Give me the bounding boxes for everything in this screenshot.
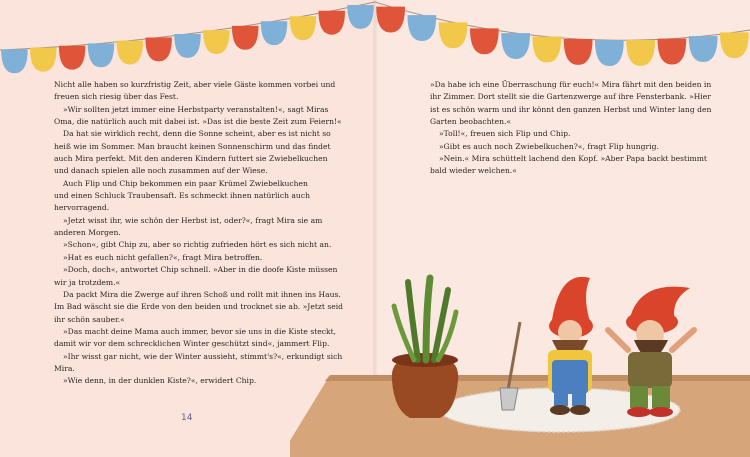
text-line: »Nein.« Mira schüttelt lachend den Kopf. »Aber Papa backt bestimmt: [439, 154, 707, 164]
bunting-flag: [117, 41, 144, 65]
bunting-flag: [174, 34, 201, 58]
text-line: wir ja trotzdem.«: [54, 277, 121, 287]
bunting-flag: [470, 28, 499, 54]
bunting-flag: [232, 26, 259, 50]
text-line: Da hat sie wirklich recht, denn die Sonne scheint, aber es ist nicht so: [63, 129, 331, 139]
text-line: »Doch, doch«, antwortet Chip schnell. »Aber in die doofe Kiste müssen: [63, 265, 338, 275]
bunting-flag: [59, 46, 86, 70]
bunting-flag: [408, 15, 437, 41]
text-line: Mira.: [54, 363, 75, 373]
bunting-flag: [439, 22, 468, 48]
text-line: Oma, die natürlich auch mit dabei ist. »Das ist die beste Zeit zum Feiern!«: [54, 117, 342, 127]
text-line: freuen sich riesig über das Fest.: [54, 92, 179, 102]
text-line: Garten beobachten.«: [430, 117, 512, 127]
text-line: »Ihr wisst gar nicht, wie der Winter aussieht, stimmt's?«, erkundigt sich: [63, 351, 343, 361]
text-line: »Wir sollten jetzt immer eine Herbstparty veranstalten!«, sagt Miras: [63, 104, 329, 114]
text-line: hervorragend.: [54, 203, 110, 213]
text-line: auch Mira perfekt. Mit den anderen Kindern futtert sie Zwiebelkuchen: [54, 154, 328, 164]
text-line: »Das macht deine Mama auch immer, bevor sie uns in die Kiste steckt,: [63, 326, 337, 336]
bunting-flag: [88, 43, 115, 67]
bunting-flags-icon: [0, 0, 750, 80]
text-line: »Schon«, gibt Chip zu, aber so richtig zufrieden hört es sich nicht an.: [63, 240, 332, 250]
gnomes-illustration: [290, 260, 750, 457]
text-line: ihr schön sauber.«: [54, 314, 125, 324]
bunting-flag: [261, 21, 288, 45]
text-line: »Toll!«, freuen sich Flip und Chip.: [439, 129, 571, 139]
snake-plant-pot-icon: [392, 278, 458, 418]
right-page-text: [430, 79, 711, 178]
text-line: heiß wie im Sommer. Man braucht keinen Sonnenschirm und das findet: [54, 141, 331, 151]
bunting-flag: [689, 36, 718, 62]
bunting-flag: [1, 49, 28, 73]
bunting-flag: [145, 38, 172, 62]
text-line: Im Bad wäscht sie die Erde von den beiden und trocknet sie ab. »Jetzt seid: [54, 302, 344, 312]
bunting-flag: [290, 16, 317, 40]
text-line: anderen Morgen.: [54, 228, 121, 238]
bunting-flag: [30, 48, 57, 72]
bunting-flag: [376, 7, 405, 33]
bunting-flag: [533, 37, 562, 63]
text-line: ihr Zimmer. Dort stellt sie die Gartenzwerge auf ihre Fensterbank. »Hier: [430, 92, 711, 102]
bunting-flag: [501, 33, 530, 59]
text-line: »Jetzt wisst ihr, wie schön der Herbst ist, oder?«, fragt Mira sie am: [63, 215, 323, 225]
bunting-flag: [595, 40, 624, 66]
text-line: »Hat es euch nicht gefallen?«, fragt Mira betroffen.: [63, 252, 263, 262]
text-line: Nicht alle haben so kurzfristig Zeit, aber viele Gäste kommen vorbei und: [54, 80, 336, 89]
bunting-flag: [626, 40, 655, 66]
text-line: ist es schön warm und ihr könnt den ganzen Herbst und Winter lang den: [430, 104, 712, 114]
text-line: und einen Schluck Traubensaft. Es schmeckt ihnen natürlich auch: [54, 191, 310, 201]
table-shadow: [325, 375, 750, 381]
text-line: bald wieder welchen.«: [430, 166, 517, 176]
bunting-flag: [564, 39, 593, 65]
text-line: und danach spielen alle noch zusammen auf der Wiese.: [54, 166, 268, 176]
bunting-flag: [720, 32, 749, 58]
text-line: »Gibt es auch noch Zwiebelkuchen?«, fragt Flip hungrig.: [439, 141, 659, 151]
bunting-flag: [347, 5, 374, 29]
bunting-flag: [203, 30, 230, 54]
text-line: »Wie denn, in der dunklen Kiste?«, erwidert Chip.: [63, 376, 257, 386]
bunting-flag: [318, 11, 345, 35]
bunting-flag: [658, 39, 687, 65]
text-line: Da packt Mira die Zwerge auf ihren Schoß und rollt mit ihnen ins Haus.: [63, 289, 341, 299]
text-line: »Da habe ich eine Überraschung für euch!« Mira fährt mit den beiden in: [430, 80, 712, 89]
text-line: damit wir vor dem schrecklichen Winter geschützt sind«, jammert Flip.: [54, 339, 330, 349]
text-line: Auch Flip und Chip bekommen ein paar Krümel Zwiebelkuchen: [63, 178, 308, 188]
page-number: 14: [181, 413, 193, 423]
